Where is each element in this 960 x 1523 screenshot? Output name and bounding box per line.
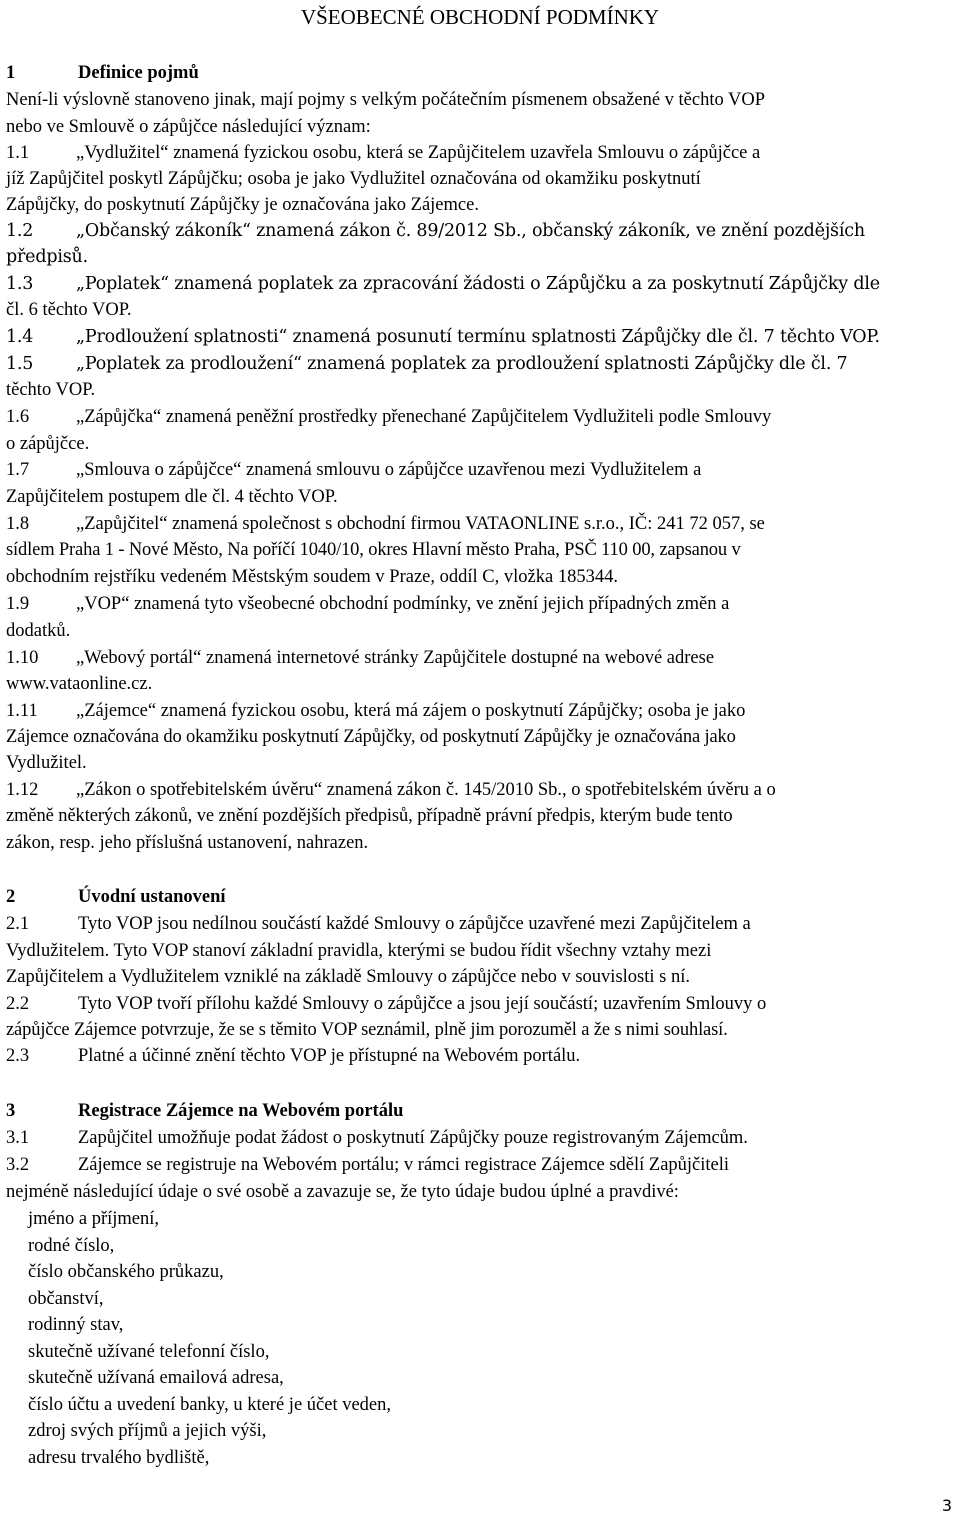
paragraph-line: změně některých zákonů, ve znění pozdějších předpisů, případně právní předpis, kterým bude tento: [6, 806, 733, 826]
definition-1-7: [6, 457, 956, 483]
clause-number: 1.5: [6, 354, 34, 374]
clause-number: 1.2: [6, 221, 34, 241]
paragraph-line: těchto VOP.: [6, 380, 96, 400]
section-number: 1: [6, 63, 16, 83]
paragraph-line: Zapůjčitelem a Vydlužitelem vzniklé na základě Smlouvy o zápůjčce nebo v souvislosti s ní.: [6, 967, 690, 987]
paragraph-line: „Prodloužení splatnosti“ znamená posunutí termínu splatnosti Zápůjčky dle čl. 7 těchto VOP.: [76, 327, 880, 347]
paragraph-line: „Webový portál“ znamená internetové stránky Zapůjčitele dostupné na webové adrese: [76, 648, 715, 668]
paragraph-line: Zapůjčitel umožňuje podat žádost o poskytnutí Zápůjčky pouze registrovaným Zájemcům.: [78, 1128, 748, 1148]
paragraph-line: o zápůjčce.: [6, 434, 90, 454]
document-title: VŠEOBECNÉ OBCHODNÍ PODMÍNKY: [300, 5, 660, 29]
paragraph-line: Zapůjčitelem postupem dle čl. 4 těchto VOP.: [6, 487, 338, 507]
clause-2-3: [6, 1043, 956, 1069]
section-heading-1: [6, 60, 956, 86]
paragraph-line: „Poplatek“ znamená poplatek za zpracování žádosti o Zápůjčku a za poskytnutí Zápůjčky dle: [76, 274, 880, 294]
paragraph-line: „Zápůjčka“ znamená peněžní prostředky přenechané Zapůjčitelem Vydlužiteli podle Smlouvy: [76, 407, 772, 427]
paragraph-line: Zájemce označována do okamžiku poskytnutí Zápůjčky, od poskytnutí Zápůjčky je označována jako: [6, 727, 736, 747]
list-item: zdroj svých příjmů a jejich výši,: [28, 1421, 267, 1441]
paragraph-line: Vydlužitelem. Tyto VOP stanoví základní pravidla, kterými se budou řídit všechny vztahy mezi: [6, 941, 712, 961]
paragraph-line: jíž Zapůjčitel poskytl Zápůjčku; osoba je jako Vydlužitel označována od okamžiku poskytnutí: [6, 169, 701, 189]
definition-1-1: [6, 140, 956, 166]
paragraph-line: Tyto VOP tvoří přílohu každé Smlouvy o zápůjčce a jsou její součástí; uzavřením Smlouvy o: [78, 994, 767, 1014]
definition-1-11: [6, 698, 956, 724]
paragraph-line: Zápůjčky, do poskytnutí Zápůjčky je označována jako Zájemce.: [6, 195, 479, 215]
clause-number: 1.8: [6, 514, 30, 534]
paragraph-line: nebo ve Smlouvě o zápůjčce následující význam:: [6, 117, 371, 137]
paragraph-line: čl. 6 těchto VOP.: [6, 300, 132, 320]
paragraph-line: zápůjčce Zájemce potvrzuje, že se s těmito VOP seznámil, plně jim porozuměl a že s nimi souhlasí.: [6, 1020, 728, 1040]
paragraph-line: dodatků.: [6, 621, 71, 641]
clause-2-2: [6, 991, 956, 1017]
paragraph-line: Vydlužitel.: [6, 753, 87, 773]
paragraph-line: „Zapůjčitel“ znamená společnost s obchodní firmou VATAONLINE s.r.o., IČ: 241 72 057, se: [76, 514, 765, 534]
section-title: Definice pojmů: [78, 63, 199, 83]
paragraph-line: Platné a účinné znění těchto VOP je přístupné na Webovém portálu.: [78, 1046, 581, 1066]
clause-number: 2.3: [6, 1046, 30, 1066]
paragraph-line: „Smlouva o zápůjčce“ znamená smlouvu o zápůjčce uzavřenou mezi Vydlužitelem a: [76, 460, 702, 480]
definition-1-2: [6, 218, 956, 244]
definition-1-5: [6, 351, 956, 377]
clause-number: 2.1: [6, 914, 30, 934]
paragraph-line: „Občanský zákoník“ znamená zákon č. 89/2012 Sb., občanský zákoník, ve znění pozdějších: [76, 221, 865, 241]
paragraph-line: „Zájemce“ znamená fyzickou osobu, která má zájem o poskytnutí Zápůjčky; osoba je jako: [76, 701, 746, 721]
paragraph-line: obchodním rejstříku vedeném Městským soudem v Praze, oddíl C, vložka 185344.: [6, 567, 618, 587]
list-item: skutečně užívané telefonní číslo,: [28, 1342, 270, 1362]
definition-1-10: [6, 645, 956, 671]
paragraph-line: „Vydlužitel“ znamená fyzickou osobu, která se Zapůjčitelem uzavřela Smlouvu o zápůjčce a: [76, 143, 761, 163]
paragraph-line: „VOP“ znamená tyto všeobecné obchodní podmínky, ve znění jejich případných změn a: [76, 594, 730, 614]
paragraph-line: sídlem Praha 1 - Nové Město, Na poříčí 1040/10, okres Hlavní město Praha, PSČ 110 00, zapsanou v: [6, 540, 741, 560]
list-item: rodinný stav,: [28, 1315, 124, 1335]
list-item: skutečně užívaná emailová adresa,: [28, 1368, 284, 1388]
clause-number: 1.10: [6, 648, 39, 668]
definition-1-8: [6, 511, 956, 537]
section-title: Registrace Zájemce na Webovém portálu: [78, 1101, 404, 1121]
paragraph-line: Zájemce se registruje na Webovém portálu; v rámci registrace Zájemce sdělí Zapůjčiteli: [78, 1155, 730, 1175]
clause-number: 3.2: [6, 1155, 30, 1175]
definition-1-9: [6, 591, 956, 617]
section-heading-2: [6, 884, 956, 910]
list-item: občanství,: [28, 1289, 104, 1309]
clause-number: 2.2: [6, 994, 30, 1014]
list-item: číslo účtu a uvedení banky, u které je účet veden,: [28, 1395, 392, 1415]
section-number: 2: [6, 887, 16, 907]
paragraph-line: Není-li výslovně stanoveno jinak, mají pojmy s velkým počátečním písmenem obsažené v těchto VOP: [6, 90, 766, 110]
clause-3-1: [6, 1125, 956, 1151]
clause-number: 1.7: [6, 460, 30, 480]
section-title: Úvodní ustanovení: [78, 887, 226, 907]
clause-2-1: [6, 911, 956, 937]
section-number: 3: [6, 1101, 16, 1121]
list-item: jméno a příjmení,: [28, 1209, 160, 1229]
clause-3-2: [6, 1152, 956, 1178]
definition-1-4: [6, 324, 956, 350]
definition-1-3: [6, 271, 956, 297]
list-item: adresu trvalého bydliště,: [28, 1448, 210, 1468]
paragraph-line: „Poplatek za prodloužení“ znamená poplatek za prodloužení splatnosti Zápůjčky dle čl. 7: [76, 354, 848, 374]
definition-1-12: [6, 777, 956, 803]
clause-number: 3.1: [6, 1128, 30, 1148]
clause-number: 1.3: [6, 274, 34, 294]
list-item: rodné číslo,: [28, 1236, 115, 1256]
list-item: číslo občanského průkazu,: [28, 1262, 224, 1282]
clause-number: 1.9: [6, 594, 30, 614]
clause-number: 1.4: [6, 327, 34, 347]
paragraph-line: Tyto VOP jsou nedílnou součástí každé Smlouvy o zápůjčce uzavřené mezi Zapůjčitelem a: [78, 914, 751, 934]
paragraph-line: www.vataonline.cz.: [6, 674, 153, 694]
section-heading-3: [6, 1098, 956, 1124]
definition-1-6: [6, 404, 956, 430]
clause-number: 1.12: [6, 780, 39, 800]
page-number: 3: [941, 1496, 952, 1515]
paragraph-line: zákon, resp. jeho příslušná ustanovení, nahrazen.: [6, 833, 369, 853]
clause-number: 1.6: [6, 407, 30, 427]
clause-number: 1.1: [6, 143, 30, 163]
paragraph-line: předpisů.: [6, 247, 88, 267]
paragraph-line: nejméně následující údaje o své osobě a zavazuje se, že tyto údaje budou úplné a pravdivé:: [6, 1182, 679, 1202]
clause-number: 1.11: [6, 701, 38, 721]
paragraph-line: „Zákon o spotřebitelském úvěru“ znamená zákon č. 145/2010 Sb., o spotřebitelském úvěru a o: [76, 780, 776, 800]
